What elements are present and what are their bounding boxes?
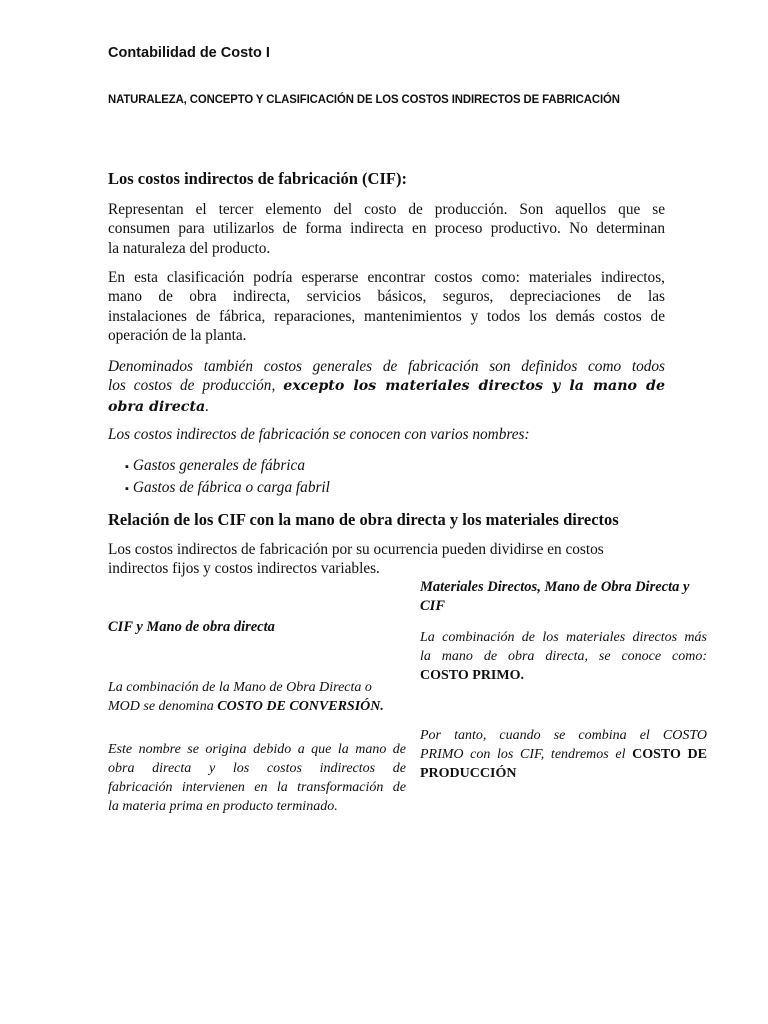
left-paragraph-origin [108, 740, 406, 816]
text-line: fabricación intervienen en la transformación de [108, 780, 406, 795]
text-segment: MOD se denomina [108, 699, 218, 714]
names-list [125, 456, 330, 499]
text-segment: PRIMO con los CIF, tendremos el [420, 747, 633, 762]
right-paragraph-production-cost [420, 726, 707, 783]
left-column-heading: CIF y Mano de obra directa [108, 619, 275, 635]
text-line: Este nombre se origina debido a que la mano de [108, 742, 406, 757]
text-line: la mano de obra directa, se conoce como: [420, 649, 707, 664]
emphasis-text: COSTO DE [632, 747, 707, 762]
text-line: Los costos indirectos de fabricación se conocen con varios nombres: [108, 426, 530, 443]
left-paragraph-conversion [108, 678, 408, 716]
text-line [420, 745, 707, 764]
text-line [108, 397, 665, 417]
emphasis-text: COSTO DE CONVERSIÓN. [217, 699, 384, 714]
text-line: operación de la planta. [108, 326, 247, 344]
list-item-text: Gastos de fábrica o carga fabril [132, 478, 330, 496]
text-line: consumen para utilizarlos de forma indirecta en proceso productivo. No determinan [108, 220, 665, 238]
course-title: Contabilidad de Costo I [108, 45, 270, 61]
text-line: La combinación de la Mano de Obra Directa o [108, 680, 372, 695]
text-line: En esta clasificación podría esperarse encontrar costos como: materiales indirectos, [108, 269, 665, 286]
text-line: mano de obra indirecta, servicios básicos, seguros, depreciaciones de las [108, 288, 665, 306]
text-line: la materia prima en producto terminado. [108, 799, 338, 814]
text-segment: los costos de producción, [108, 377, 284, 395]
text-line: Materiales Directos, Mano de Obra Directa y [420, 579, 690, 595]
emphasis-text: COSTO PRIMO. [420, 668, 524, 683]
document-title: NATURALEZA, CONCEPTO Y CLASIFICACIÓN DE LOS COSTOS INDIRECTOS DE FABRICACIÓN [108, 92, 620, 106]
text-line [108, 376, 665, 396]
paragraph-relation-intro [108, 540, 665, 579]
emphasis-text: PRODUCCIÓN [420, 766, 517, 781]
text-line: la naturaleza del producto. [108, 239, 271, 257]
list-item-text: Gastos generales de fábrica [132, 457, 305, 474]
list-item [125, 456, 330, 478]
section-heading-cif: Los costos indirectos de fabricación (CIF): [108, 169, 407, 188]
right-column-heading [420, 578, 710, 616]
text-line [108, 697, 408, 716]
text-line: indirectos fijos y costos indirectos variables. [108, 560, 380, 578]
section-heading-relation: Relación de los CIF con la mano de obra directa y los materiales directos [108, 510, 619, 529]
list-item [125, 478, 330, 500]
paragraph-general-costs [108, 357, 665, 417]
paragraph-definition [108, 200, 665, 258]
text-line: Denominados también costos generales de fabricación son definidos como todos [108, 358, 665, 375]
text-line: Los costos indirectos de fabricación por su ocurrencia pueden dividirse en costos [108, 541, 604, 558]
text-segment: . [205, 397, 210, 415]
text-line: instalaciones de fábrica, reparaciones, mantenimientos y todos los demás costos de [108, 307, 665, 325]
right-paragraph-prime-cost [420, 628, 707, 685]
emphasis-text: obra directa [108, 398, 206, 415]
text-line: Por tanto, cuando se combina el COSTO [420, 728, 707, 743]
emphasis-text: excepto los materiales directos y la mano de [283, 378, 665, 395]
paragraph-classification [108, 268, 665, 345]
text-line: Representan el tercer elemento del costo de producción. Son aquellos que se [108, 201, 665, 218]
text-line: CIF [420, 598, 445, 614]
text-line: La combinación de los materiales directos más [420, 630, 707, 645]
text-line: obra directa y los costos indirectos de [108, 761, 406, 776]
paragraph-names-intro [108, 425, 665, 444]
